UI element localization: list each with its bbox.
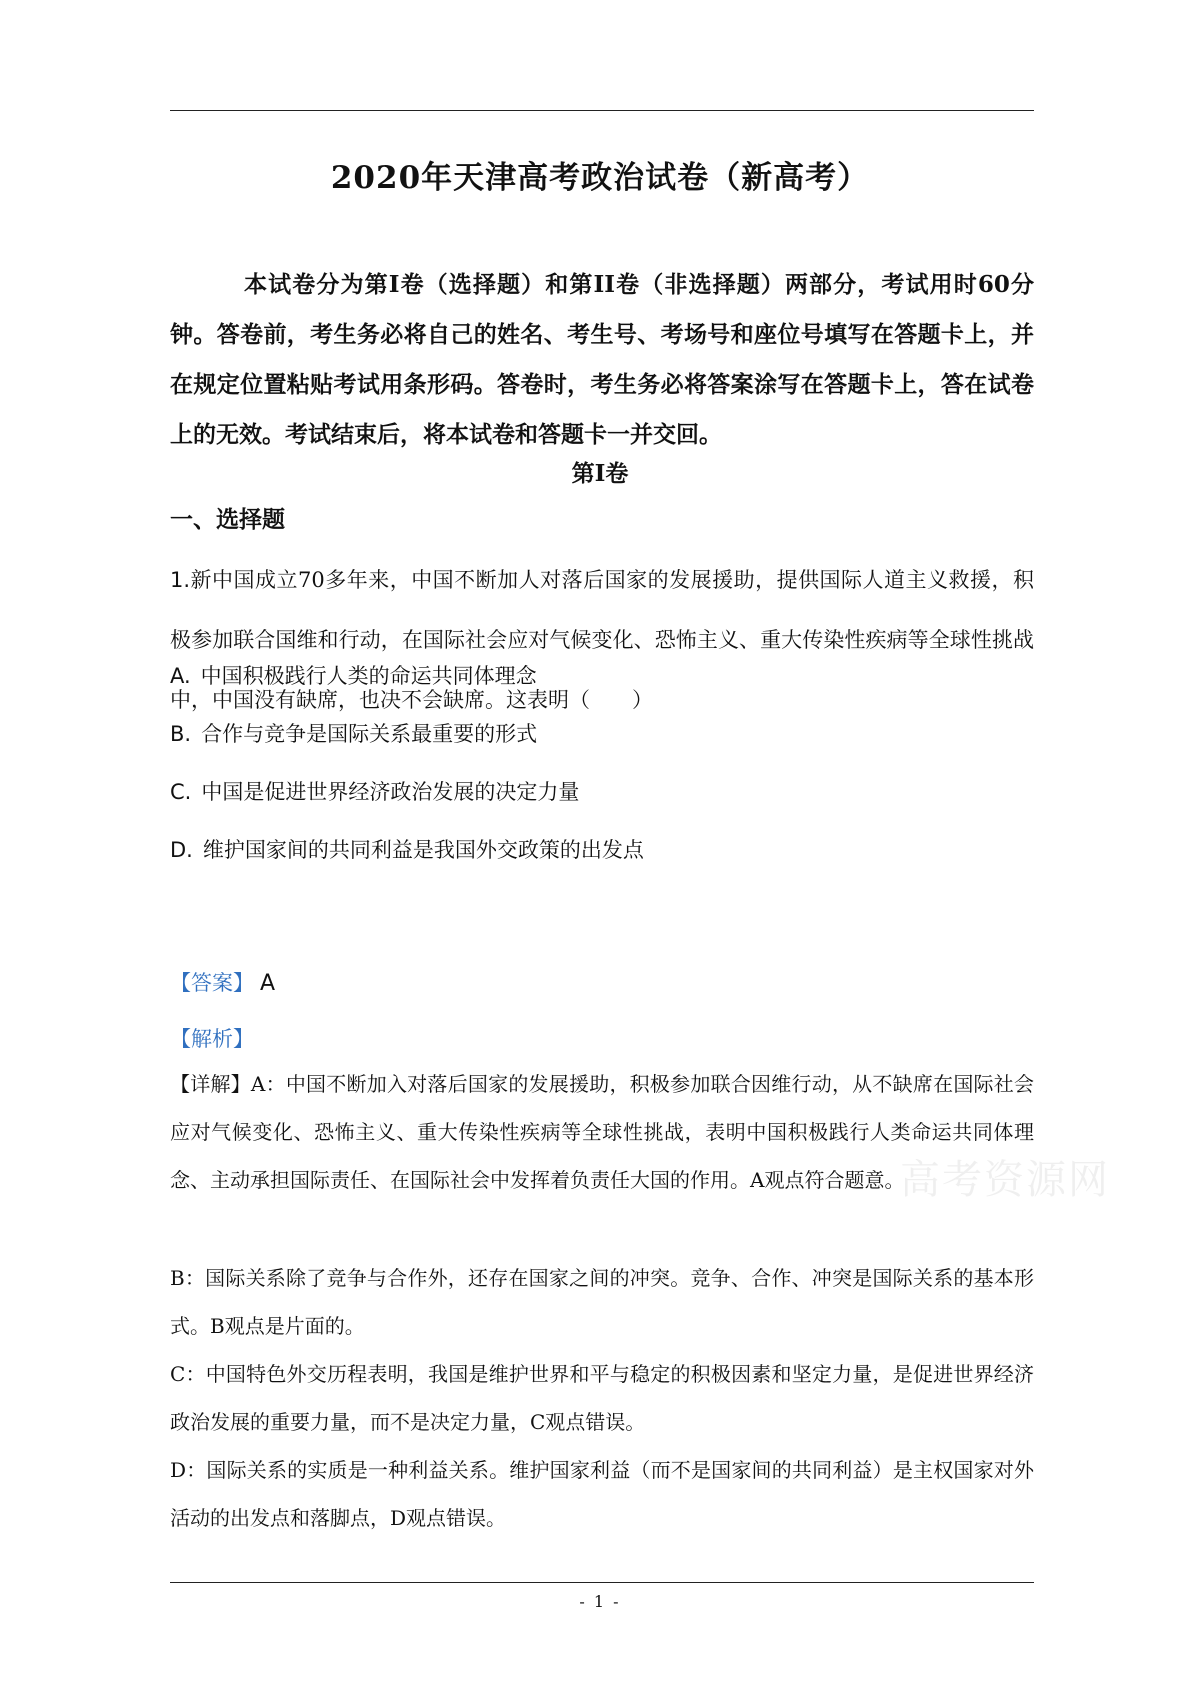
watermark: 高考资源网 <box>900 1157 1110 1203</box>
option-letter: A. <box>170 664 191 688</box>
option-letter: C. <box>170 780 192 804</box>
option-letter: B. <box>170 722 192 746</box>
question-number: 1. <box>170 568 191 592</box>
question-text: 新中国成立70多年来，中国不断加人对落后国家的发展援助，提供国际人道主义救援，积极参加联合国维和行动，在国际社会应对气候变化、恐怖主义、重大传染性疾病等全球性挑战中，中国没有缺席，也决不会缺席。这表明（ ） <box>170 568 1034 712</box>
question-1 <box>170 550 1034 730</box>
option-d <box>170 834 644 864</box>
page-number: - 1 - <box>579 1592 621 1611</box>
answer <box>170 967 275 997</box>
part-title: 一、选择题 <box>170 506 285 533</box>
option-text: 维护国家间的共同利益是我国外交政策的出发点 <box>202 838 644 862</box>
explanation-b: B：国际关系除了竞争与合作外，还存在国家之间的冲突。竞争、合作、冲突是国际关系的基本形式。B观点是片面的。 <box>170 1266 1034 1338</box>
exam-instructions: 本试卷分为第Ⅰ卷（选择题）和第II卷（非选择题）两部分，考试用时60分钟。答卷前，考生务必将自己的姓名、考生号、考场号和座位号填写在答题卡上，并在规定位置粘贴考试用条形码。答卷时，考生务必将答案涂写在答题卡上，答在试卷上的无效。考试结束后，将本试卷和答题卡一并交回。 <box>170 271 1034 448</box>
option-text: 合作与竞争是国际关系最重要的形式 <box>201 722 538 746</box>
header-rule <box>170 110 1034 111</box>
answer-label: 【答案】 <box>170 971 254 995</box>
answer-value: A <box>260 971 276 996</box>
option-text: 中国积极践行人类的命运共同体理念 <box>200 664 537 688</box>
page-title: 2020年天津高考政治试卷（新高考） <box>330 160 870 196</box>
option-a <box>170 660 537 690</box>
option-c <box>170 776 579 806</box>
footer-rule <box>170 1582 1034 1583</box>
option-text: 中国是促进世界经济政治发展的决定力量 <box>201 780 580 804</box>
explanation-c: C：中国特色外交历程表明，我国是维护世界和平与稳定的积极因素和坚定力量，是促进世界经济政治发展的重要力量，而不是决定力量，C观点错误。 <box>170 1362 1034 1434</box>
explanation-a-text: A：中国不断加入对落后国家的发展援助，积极参加联合因维行动，从不缺席在国际社会应对气候变化、恐怖主义、重大传染性疾病等全球性挑战，表明中国积极践行人类命运共同体理念、主动承担国际责任、在国际社会中发挥着负责任大国的作用。A观点符合题意。 <box>170 1072 1035 1192</box>
option-b <box>170 718 537 748</box>
explanation-d: D：国际关系的实质是一种利益关系。维护国家利益（而不是国家间的共同利益）是主权国家对外活动的出发点和落脚点，D观点错误。 <box>170 1458 1034 1530</box>
detail-label: 【详解】 <box>170 1072 251 1096</box>
option-letter: D. <box>170 838 193 862</box>
analysis-label: 【解析】 <box>170 1027 254 1051</box>
section-title: 第Ⅰ卷 <box>571 460 629 487</box>
